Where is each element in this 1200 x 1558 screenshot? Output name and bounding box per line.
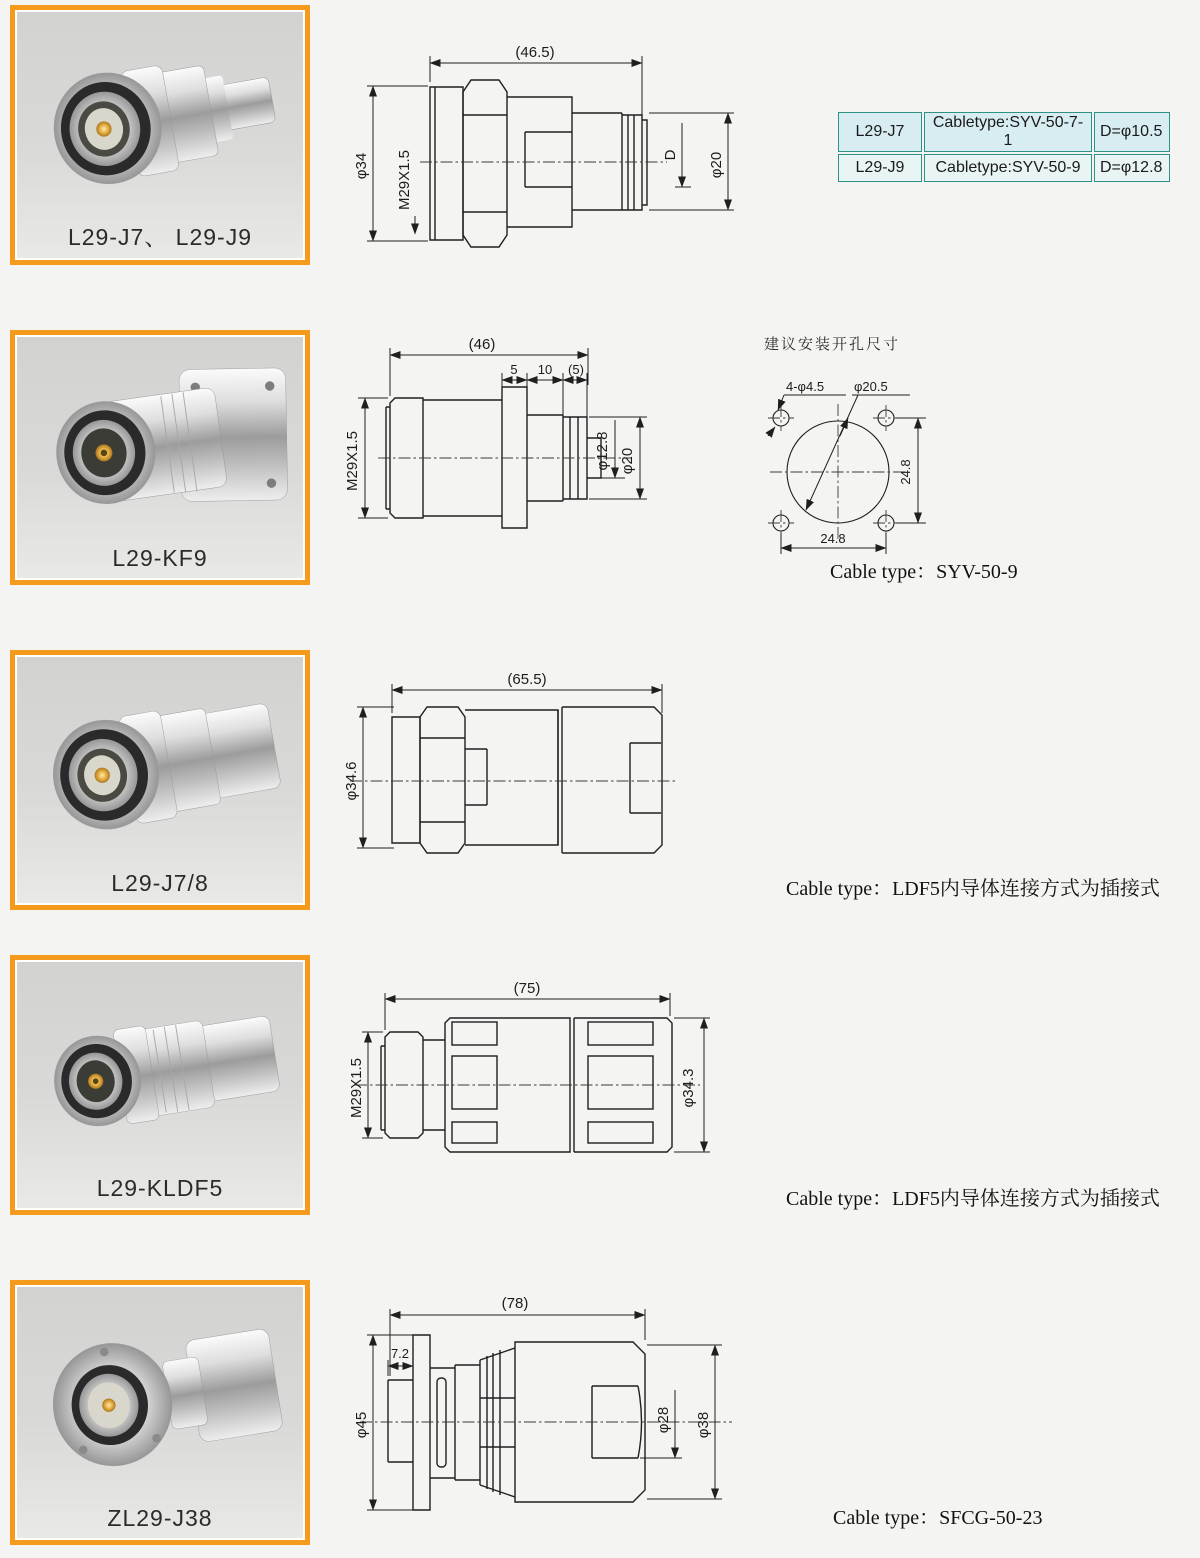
dim-overall-length: (46) bbox=[468, 336, 496, 353]
dim-seg-b: 10 bbox=[537, 362, 553, 377]
spec-table bbox=[836, 110, 1172, 184]
cable-type-value: SFCG-50-23 bbox=[939, 1507, 1043, 1529]
product-card-l29-j7-8 bbox=[10, 650, 310, 910]
cable-type-note bbox=[786, 1182, 1160, 1211]
dim-bore-diameter: φ28 bbox=[655, 1406, 672, 1434]
drawing-l29-j7-j9 bbox=[335, 20, 755, 255]
product-photo-zl29-j38 bbox=[17, 1295, 303, 1505]
dim-rear-diameter: φ20 bbox=[708, 151, 725, 179]
connector-outline bbox=[388, 1335, 645, 1510]
dim-pitch-vertical: 24.8 bbox=[898, 459, 913, 485]
dim-overall-length: (78) bbox=[501, 1295, 529, 1312]
connector-outline bbox=[386, 387, 601, 528]
dim-thread: M29X1.5 bbox=[348, 1057, 365, 1119]
d-cell: D=φ12.8 bbox=[1094, 154, 1170, 182]
dim-body-diameter: φ38 bbox=[695, 1411, 712, 1439]
dimension-lines bbox=[357, 684, 662, 848]
dim-flange-diameter: φ45 bbox=[353, 1411, 370, 1439]
dim-outer-diameter: φ34.3 bbox=[680, 1068, 697, 1108]
dim-hole-diameter: 4-φ4.5 bbox=[786, 379, 825, 394]
dim-overall-length: (65.5) bbox=[507, 671, 547, 688]
drawing-l29-j7-8 bbox=[330, 655, 730, 885]
cable-type-note bbox=[830, 555, 1018, 584]
model-cell: L29-J7 bbox=[838, 112, 922, 152]
cable-type-note bbox=[786, 872, 1160, 901]
product-label: ZL29-J38 bbox=[107, 1505, 213, 1531]
dim-thread: M29X1.5 bbox=[344, 430, 361, 492]
cable-type-label: Cable type： bbox=[830, 561, 937, 583]
cable-type-label: Cable type： bbox=[786, 878, 893, 900]
drawing-zl29-j38 bbox=[330, 1290, 750, 1540]
cable-type-label: Cable type： bbox=[786, 1188, 893, 1210]
dim-inner-diameter: φ12.8 bbox=[594, 431, 611, 471]
model-cell: L29-J9 bbox=[838, 154, 922, 182]
d-cell: D=φ10.5 bbox=[1094, 112, 1170, 152]
table-row bbox=[838, 154, 1170, 182]
product-card-zl29-j38 bbox=[10, 1280, 310, 1545]
dim-outer-diameter: φ34.6 bbox=[343, 761, 360, 801]
product-photo-l29-kldf5 bbox=[17, 970, 303, 1175]
product-card-l29-kf9 bbox=[10, 330, 310, 585]
product-photo-l29-j7-j9 bbox=[17, 20, 303, 225]
connector-outline bbox=[430, 80, 647, 247]
dim-outer-diameter: φ20 bbox=[619, 447, 636, 475]
cable-type-note bbox=[833, 1501, 1042, 1530]
dimension-lines bbox=[362, 993, 710, 1152]
dim-bore: D bbox=[662, 149, 679, 161]
product-card-l29-kldf5 bbox=[10, 955, 310, 1215]
dim-bore-diameter: φ20.5 bbox=[854, 379, 888, 394]
cable-cell: Cabletype:SYV-50-9 bbox=[924, 154, 1092, 182]
product-photo-l29-j7-8 bbox=[17, 665, 303, 870]
dim-pitch-horizontal: 24.8 bbox=[820, 531, 846, 546]
drawing-l29-kldf5 bbox=[330, 980, 730, 1195]
dim-seg-c: (5) bbox=[568, 362, 584, 377]
product-label: L29-J7、 L29-J9 bbox=[67, 224, 253, 250]
connector-outline bbox=[392, 707, 662, 853]
product-label: L29-KLDF5 bbox=[96, 1175, 224, 1201]
cable-cell: Cabletype:SYV-50-7-1 bbox=[924, 112, 1092, 152]
dim-thread: M29X1.5 bbox=[396, 149, 413, 211]
mounting-title: 建议安装开孔尺寸 bbox=[764, 336, 901, 353]
dim-outer-diameter: φ34 bbox=[353, 152, 370, 180]
product-label: L29-KF9 bbox=[112, 545, 208, 571]
mounting-holes bbox=[773, 410, 894, 531]
cable-type-value: LDF5内导体连接方式为插接式 bbox=[892, 1188, 1160, 1210]
dim-flange-offset: 7.2 bbox=[390, 1346, 410, 1361]
dim-overall-length: (75) bbox=[513, 980, 541, 997]
mounting-hole-diagram bbox=[758, 332, 1058, 564]
cable-type-value: LDF5内导体连接方式为插接式 bbox=[892, 878, 1160, 900]
cable-type-value: SYV-50-9 bbox=[936, 561, 1018, 583]
table-row bbox=[838, 112, 1170, 152]
drawing-l29-kf9 bbox=[330, 335, 665, 565]
cable-type-label: Cable type： bbox=[833, 1507, 940, 1529]
product-photo-l29-kf9 bbox=[17, 345, 303, 545]
dim-overall-length: (46.5) bbox=[515, 44, 555, 61]
product-card-l29-j7-j9 bbox=[10, 5, 310, 265]
product-label: L29-J7/8 bbox=[111, 870, 209, 896]
dimension-lines bbox=[367, 56, 734, 241]
dim-seg-a: 5 bbox=[510, 362, 518, 377]
